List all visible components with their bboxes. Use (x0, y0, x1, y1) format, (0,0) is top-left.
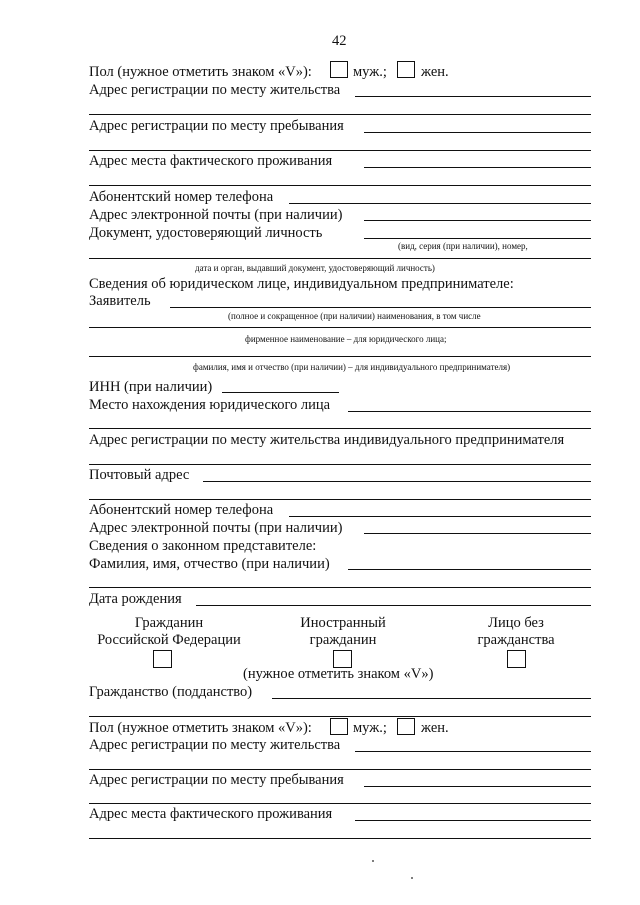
citizenship-field-2[interactable] (89, 716, 591, 717)
actual-residence-label: Адрес места фактического проживания (89, 153, 333, 169)
location-label: Место нахождения юридического лица (89, 397, 331, 413)
phone-field[interactable] (289, 203, 591, 204)
reg-residence-field-4[interactable] (89, 769, 591, 770)
reg-residence-field[interactable] (355, 96, 591, 97)
reg-stay-field-2[interactable] (89, 150, 591, 151)
stateless-label-2: гражданства (477, 632, 555, 648)
email-label-2: Адрес электронной почты (при наличии) (89, 520, 343, 536)
reg-stay-label-2: Адрес регистрации по месту пребывания (89, 772, 344, 788)
full-name-label: Фамилия, имя, отчество (при наличии) (89, 556, 330, 572)
ip-address-label: Адрес регистрации по месту жительства индивидуального предпринимателя (89, 432, 565, 448)
legal-info-heading: Сведения об юридическом лице, индивидуальном предпринимателе: (89, 276, 514, 292)
reg-residence-field-2[interactable] (89, 114, 591, 115)
applicant-field-2[interactable] (89, 327, 591, 328)
male-label: муж.; (353, 64, 387, 80)
citizen-rf-checkbox[interactable] (153, 650, 172, 668)
page-number: 42 (332, 33, 347, 49)
scan-speck (372, 860, 374, 862)
ip-address-field[interactable] (89, 464, 591, 465)
email-label: Адрес электронной почты (при наличии) (89, 207, 343, 223)
birth-date-label: Дата рождения (89, 591, 182, 607)
inn-field[interactable] (222, 392, 339, 393)
applicant-hint-2: фирменное наименование – для юридического лица; (245, 334, 447, 344)
female-label-2: жен. (421, 720, 449, 736)
applicant-hint-3: фамилия, имя и отчество (при наличии) – для индивидуального предпринимателя) (193, 362, 511, 372)
citizenship-label: Гражданство (подданство) (89, 684, 253, 700)
actual-residence-field-2[interactable] (89, 185, 591, 186)
female-label: жен. (421, 64, 449, 80)
citizen-rf-label-2: Российской Федерации (97, 632, 241, 648)
female-checkbox[interactable] (397, 61, 415, 78)
reg-residence-label-2: Адрес регистрации по месту жительства (89, 737, 341, 753)
phone-label: Абонентский номер телефона (89, 189, 274, 205)
id-document-field[interactable] (364, 238, 591, 239)
location-field[interactable] (348, 411, 591, 412)
postal-field-2[interactable] (89, 499, 591, 500)
male-label-2: муж.; (353, 720, 387, 736)
actual-residence-field-3[interactable] (355, 820, 591, 821)
citizen-rf-label-1: Гражданин (134, 615, 204, 631)
reg-residence-field-3[interactable] (355, 751, 591, 752)
reg-stay-label: Адрес регистрации по месту пребывания (89, 118, 344, 134)
applicant-label: Заявитель (89, 293, 151, 309)
stateless-label-1: Лицо без (488, 615, 544, 631)
reg-residence-label: Адрес регистрации по месту жительства (89, 82, 341, 98)
foreign-citizen-label-1: Иностранный (300, 615, 386, 631)
email-field[interactable] (364, 220, 591, 221)
full-name-field-2[interactable] (89, 587, 591, 588)
location-field-2[interactable] (89, 428, 591, 429)
email-field-2[interactable] (364, 533, 591, 534)
mark-hint: (нужное отметить знаком «V») (243, 666, 434, 682)
scan-speck (411, 877, 413, 879)
actual-residence-label-2: Адрес места фактического проживания (89, 806, 333, 822)
male-checkbox-2[interactable] (330, 718, 348, 735)
actual-residence-field-4[interactable] (89, 838, 591, 839)
inn-label: ИНН (при наличии) (89, 379, 213, 395)
citizenship-field[interactable] (272, 698, 591, 699)
id-document-hint-2: дата и орган, выдавший документ, удостоверяющий личность) (195, 263, 435, 273)
applicant-hint: (полное и сокращенное (при наличии) наименования, в том числе (228, 311, 481, 321)
sex-label-2: Пол (нужное отметить знаком «V»): (89, 720, 312, 736)
rep-info-heading: Сведения о законном представителе: (89, 538, 317, 554)
foreign-citizen-label-2: гражданин (309, 632, 377, 648)
reg-stay-field-3[interactable] (364, 786, 591, 787)
postal-field[interactable] (203, 481, 591, 482)
full-name-field[interactable] (348, 569, 591, 570)
sex-label: Пол (нужное отметить знаком «V»): (89, 64, 312, 80)
birth-date-field[interactable] (196, 605, 591, 606)
reg-stay-field[interactable] (364, 132, 591, 133)
applicant-field[interactable] (170, 307, 591, 308)
postal-label: Почтовый адрес (89, 467, 190, 483)
reg-stay-field-4[interactable] (89, 803, 591, 804)
id-document-label: Документ, удостоверяющий личность (89, 225, 323, 241)
male-checkbox[interactable] (330, 61, 348, 78)
id-document-field-2[interactable] (89, 258, 591, 259)
phone-field-2[interactable] (289, 516, 591, 517)
phone-label-2: Абонентский номер телефона (89, 502, 274, 518)
id-document-hint: (вид, серия (при наличии), номер, (398, 241, 528, 251)
applicant-field-3[interactable] (89, 356, 591, 357)
female-checkbox-2[interactable] (397, 718, 415, 735)
actual-residence-field[interactable] (364, 167, 591, 168)
stateless-checkbox[interactable] (507, 650, 526, 668)
